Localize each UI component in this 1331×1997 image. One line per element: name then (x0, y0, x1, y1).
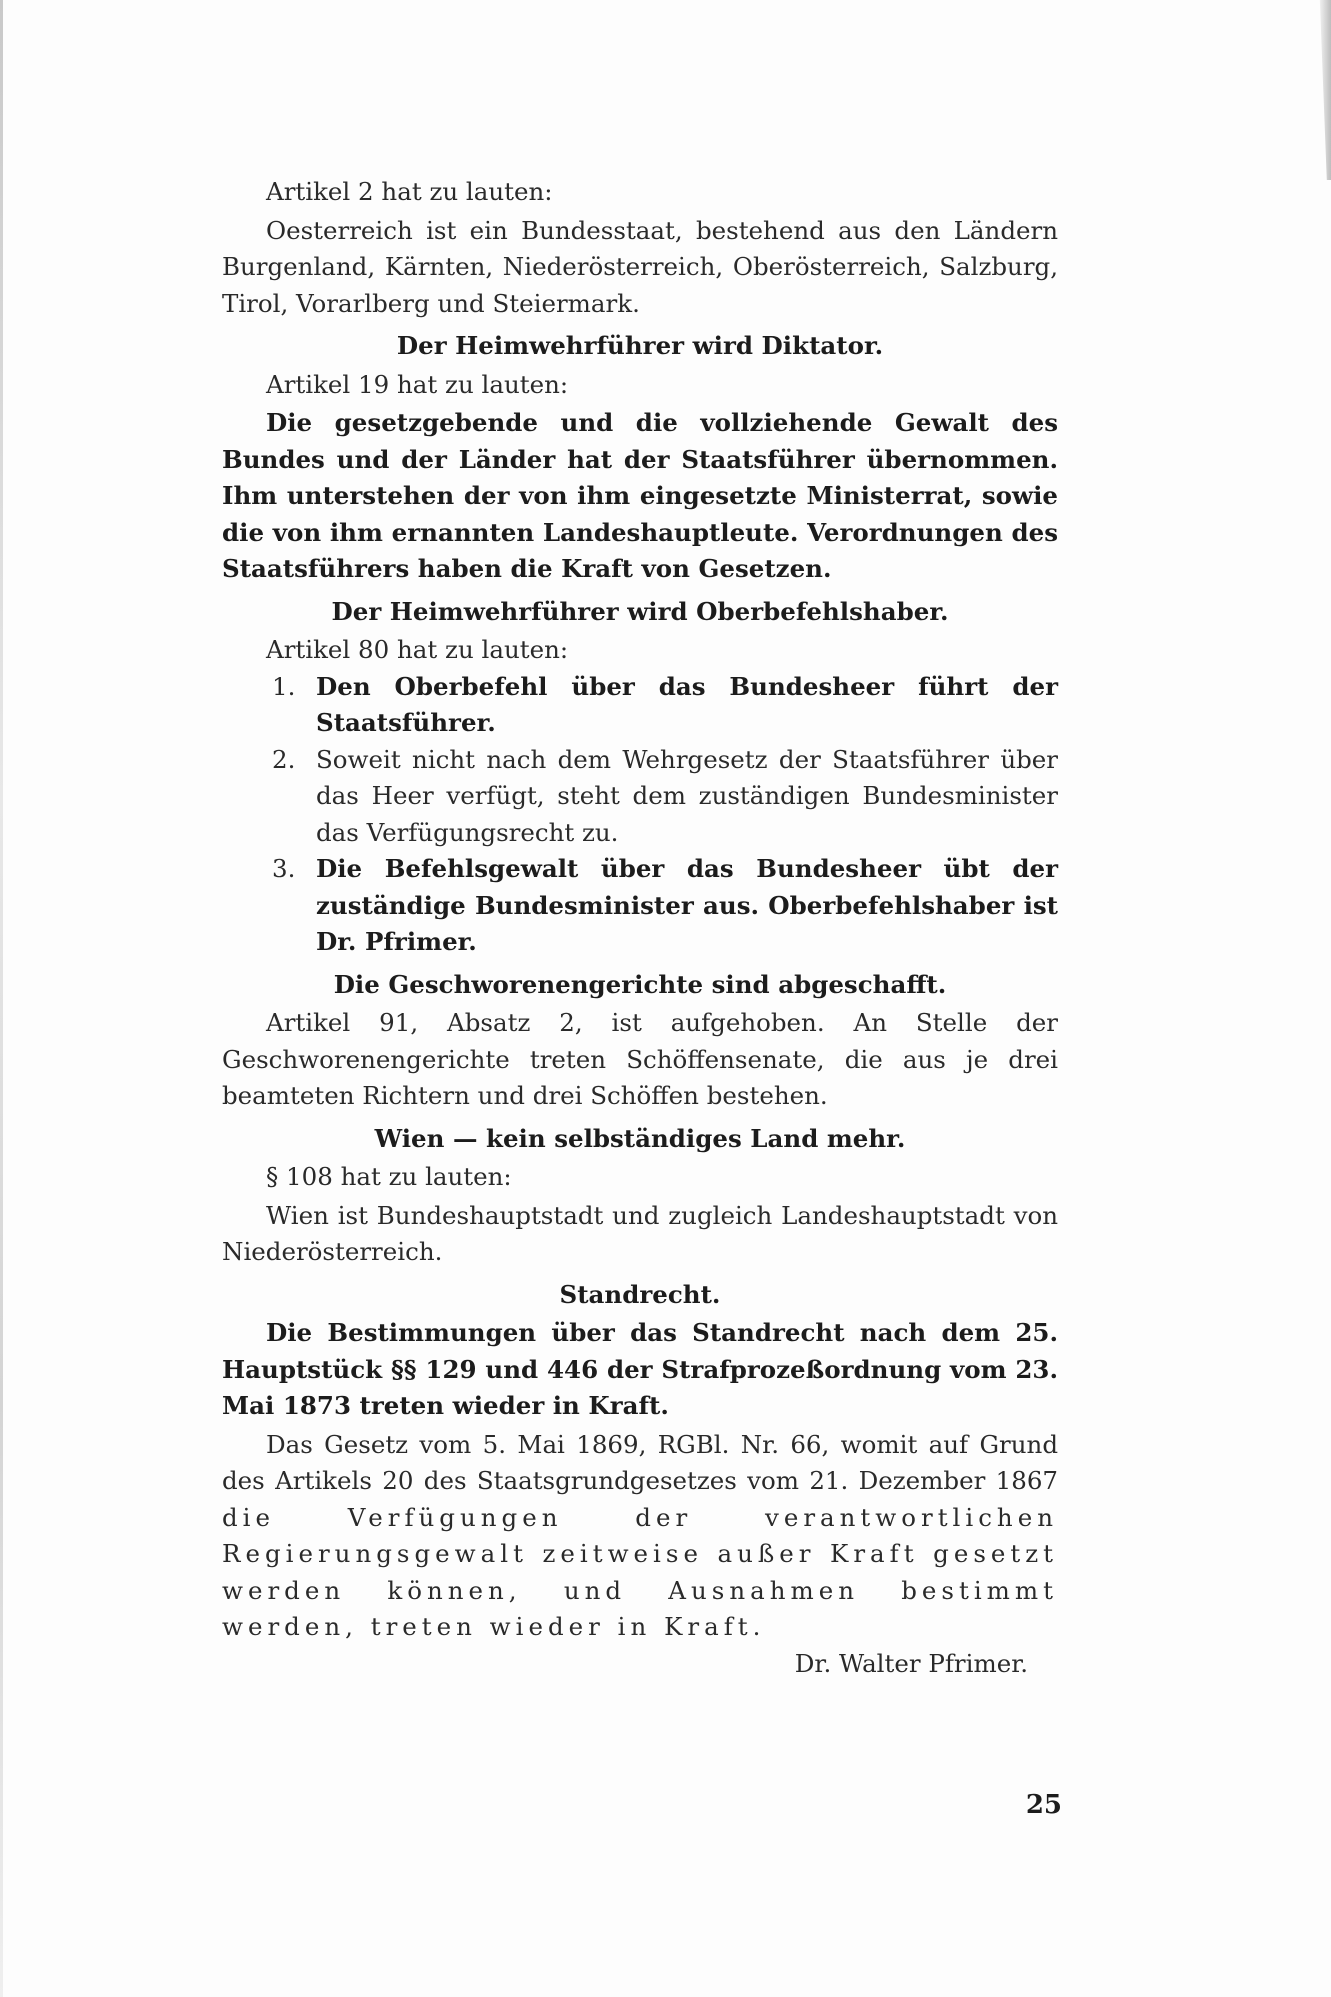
item-number: 3. (272, 854, 296, 883)
item-text: Die Befehlsgewalt über das Bundesheer übt der zuständige Bundesminister aus. Oberbefehlshaber ist Dr. Pfrimer. (316, 854, 1058, 956)
signature-line (222, 1646, 1058, 1683)
art80-item-2 (222, 742, 1058, 852)
page-edge-shadow (0, 0, 3, 1997)
signature: Dr. Walter Pfrimer. (794, 1648, 1028, 1678)
item-text: Soweit nicht nach dem Wehrgesetz der Staatsführer über das Heer verfügt, steht dem zuständigen Bundesminister das Verfügungsrecht zu. (316, 744, 1058, 847)
par108-text: Wien ist Bundeshauptstadt und zugleich Landeshauptstadt von Niederösterreich. (222, 1200, 1058, 1266)
page-number: 25 (1025, 1790, 1062, 1820)
item-number: 1. (272, 671, 296, 701)
heading-diktator: Der Heimwehrführer wird Diktator. (396, 331, 884, 360)
gesetz-text-normal: Das Gesetz vom 5. Mai 1869, RGBl. Nr. 66, womit auf Grund des Artikels 20 des Staatsgrundgesetzes vom 21. Dezember 1867 (222, 1429, 1058, 1495)
gesetz-text-spaced: die Verfügungen der verantwortlichen Regierungsgewalt zeitweise außer Kraft gesetzt werden können, und Ausnahmen bestimmt werden, treten wieder in Kraft. (222, 1502, 1058, 1641)
art80-item-3 (222, 851, 1058, 961)
item-number: 2. (272, 744, 296, 774)
par108-intro: § 108 hat zu lauten: (266, 1162, 512, 1191)
art80-intro: Artikel 80 hat zu lauten: (266, 635, 569, 664)
art80-item-1 (222, 669, 1058, 742)
standrecht-text: Die Bestimmungen über das Standrecht nach dem 25. Hauptstück §§ 129 und 446 der Strafprozeßordnung vom 23. Mai 1873 treten wieder in Kraft. (222, 1318, 1058, 1420)
document-body (222, 174, 1058, 1682)
art19-text: Die gesetzgebende und die vollziehende Gewalt des Bundes und der Länder hat der Staatsführer übernommen. Ihm unterstehen der von ihm eingesetzte Ministerrat, sowie die von ihm ernannten Landeshauptleute. Verordnungen des Staatsführers haben die Kraft von Gesetzen. (222, 408, 1058, 583)
heading-geschworenen: Die Geschworenengerichte sind abgeschafft. (333, 969, 947, 999)
art19-intro: Artikel 19 hat zu lauten: (266, 369, 569, 399)
heading-oberbefehlshaber: Der Heimwehrführer wird Oberbefehlshaber. (331, 596, 949, 626)
heading-standrecht: Standrecht. (559, 1279, 721, 1309)
art91-text: Artikel 91, Absatz 2, ist aufgehoben. An Stelle der Geschworenengerichte treten Schöffensenate, die aus je drei beamteten Richtern und drei Schöffen bestehen. (222, 1008, 1058, 1110)
item-text: Den Oberbefehl über das Bundesheer führt der Staatsführer. (316, 671, 1058, 737)
art2-text: Oesterreich ist ein Bundesstaat, bestehend aus den Ländern Burgenland, Kärnten, Niederösterreich, Oberösterreich, Salzburg, Tirol, Vorarlberg und Steiermark. (222, 215, 1058, 318)
page-corner-shadow (1317, 0, 1331, 180)
gesetz-paragraph (222, 1427, 1058, 1646)
heading-wien: Wien — kein selbständiges Land mehr. (374, 1123, 906, 1153)
art2-intro: Artikel 2 hat zu lauten: (266, 177, 553, 206)
